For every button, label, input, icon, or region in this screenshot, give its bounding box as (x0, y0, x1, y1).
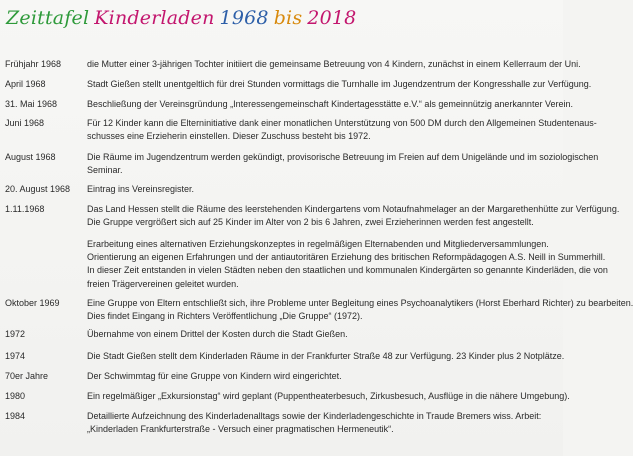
entry-date: April 1968 (5, 79, 46, 89)
entry-date: 1972 (5, 329, 26, 339)
entry-line: Dies findet Eingang in Richters Veröffentlichung „Die Gruppe“ (1972). (87, 311, 363, 322)
entry-description (87, 98, 573, 111)
entry-line: schusses eine Erzieherin einstellen. Dieser Zuschuss besteht bis 1972. (87, 131, 371, 142)
entry-description (87, 410, 557, 436)
entry-line: Der Schwimmtag für eine Gruppe von Kindern wird eingerichtet. (87, 371, 342, 381)
title-word-zeittafel: Zeittafel (6, 7, 90, 29)
entry-description (87, 183, 557, 196)
entry-date: 1974 (5, 351, 26, 361)
entry-description (87, 117, 597, 143)
entry-date: 1.11.1968 (5, 204, 45, 214)
entry-line: freien Trägervereinen geleitet wurden. (87, 278, 239, 289)
entry-date: 1980 (5, 391, 26, 401)
entry-description (87, 238, 608, 291)
entry-description (87, 203, 620, 229)
entry-line: In dieser Zeit entstanden in vielen Städten neben den staatlichen und kommunalen Kindergärten so genannte Kinderläden, die von (87, 265, 608, 276)
entry-description (87, 297, 633, 323)
entry-line: Ein regelmäßiger „Exkursionstag“ wird geplant (Puppentheaterbesuch, Zirkusbesuch, Ausflüge in die nähere Umgebung). (87, 391, 570, 401)
entry-description (87, 350, 565, 363)
entry-line: Die Stadt Gießen stellt dem Kinderladen Räume in der Frankfurter Straße 48 zur Verfügung. 23 Kinder plus 2 Notplätze. (87, 351, 565, 361)
title-word-kinderladen: Kinderladen (94, 7, 215, 29)
entry-line: Die Räume im Jugendzentrum werden gekündigt, provisorische Betreuung im Freien auf dem Unigelände und im soziologischen (87, 152, 599, 162)
entry-line: Stadt Gießen stellt unentgeltlich für drei Stunden vormittags die Turnhalle im Jugendzentrum der Kongresshalle zur Verfügung. (87, 79, 592, 89)
entry-date: 1984 (5, 411, 26, 421)
entry-line: Eine Gruppe von Eltern entschließt sich, ihre Probleme unter Begleitung eines Psychoanalytikers (Horst Eberhard Richter) zu bearbeiten. (87, 298, 633, 308)
entry-line: Das Land Hessen stellt die Räume des leerstehenden Kindergartens vom Notaufnahmelager an der Margarethenhütte zur Verfügung. (87, 204, 620, 214)
entry-line: Eintrag ins Vereinsregister. (87, 184, 195, 194)
entry-description (87, 328, 557, 341)
entry-description (87, 151, 599, 177)
entry-date: Frühjahr 1968 (5, 59, 62, 69)
entry-line: Detaillierte Aufzeichnung des Kinderladenalltags sowie der Kinderladengeschichte in Traude Bremers wiss. Arbeit: (87, 411, 542, 421)
entry-line: Für 12 Kinder kann die Elterninitiative dank einer monatlichen Unterstützung von 500 DM durch den Allgemeinen Studentenaus- (87, 118, 597, 128)
entry-line: Seminar. (87, 165, 123, 176)
entry-date: Juni 1968 (5, 118, 45, 128)
entry-date: August 1968 (5, 152, 56, 162)
entry-description (87, 58, 581, 71)
entry-date: 31. Mai 1968 (5, 99, 58, 109)
entry-description (87, 78, 592, 91)
entry-date: 20. August 1968 (5, 184, 71, 194)
entry-line: Übernahme von einem Drittel der Kosten durch die Stadt Gießen. (87, 329, 348, 339)
entry-date: Oktober 1969 (5, 298, 60, 308)
entry-line: die Mutter einer 3-jährigen Tochter initiiert die gemeinsame Betreuung von 4 Kindern, zunächst in einem Kellerraum der Uni. (87, 59, 581, 69)
title-word-bis: bis (273, 7, 303, 29)
entry-line: Orientierung an eigenen Erfahrungen und der antiautoritären Erziehung des britischen Reformpädagogen A.S. Neill in Summerhill. (87, 252, 606, 263)
entry-description (87, 390, 570, 403)
entry-line: Beschließung der Vereinsgründung „Interessengemeinschaft Kindertagesstätte e.V.“ als gemeinnützig anerkannter Verein. (87, 99, 573, 109)
entry-description (87, 370, 557, 383)
title-word-year-start: 1968 (219, 7, 269, 29)
entry-line: „Kinderladen Frankfurterstraße - Versuch einer pragmatischen Hermeneutik“. (87, 424, 394, 435)
title-word-year-end: 2018 (307, 7, 357, 29)
entry-date: 70er Jahre (5, 371, 49, 381)
page-title (6, 7, 361, 29)
entry-line: Erarbeitung eines alternativen Erziehungskonzeptes in regelmäßigen Elternabenden und Mitgliederversammlungen. (87, 239, 549, 249)
entry-line: Die Gruppe vergrößert sich auf 25 Kinder im Alter von 2 bis 6 Jahren, zwei Erzieherinnen werden fest angestellt. (87, 217, 534, 228)
